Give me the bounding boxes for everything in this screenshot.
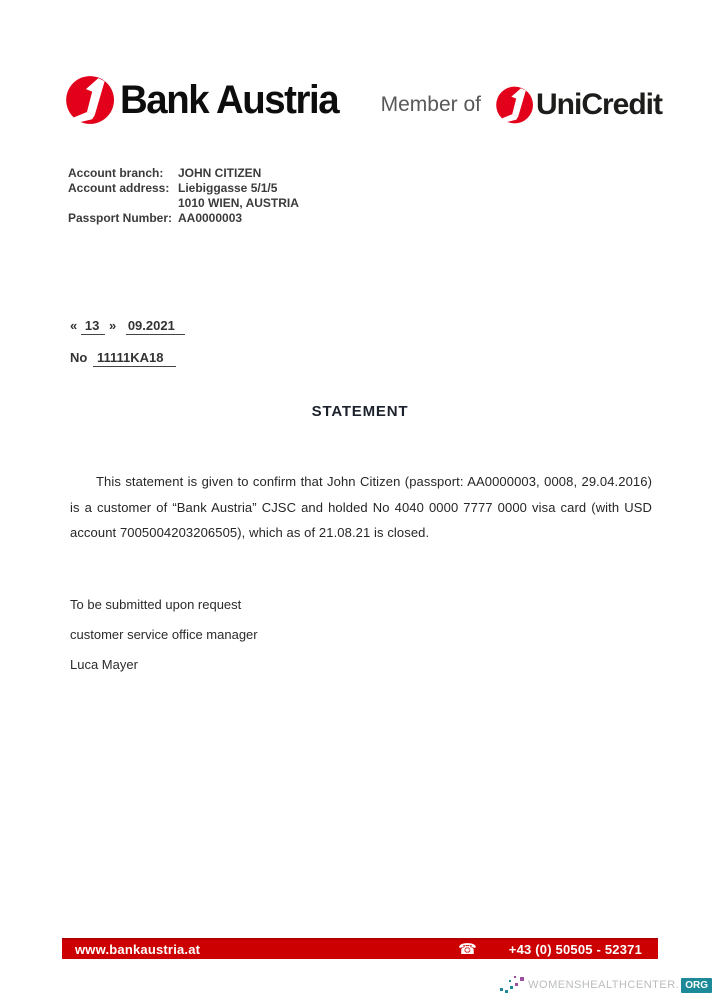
phone-number: +43 (0) 50505 - 52371 xyxy=(508,942,642,957)
account-row xyxy=(68,166,299,181)
statement-number xyxy=(70,350,176,365)
submission-note: To be submitted upon request xyxy=(70,597,242,612)
bank-austria-logo xyxy=(62,74,347,126)
site-watermark xyxy=(499,974,712,996)
statement-body: This statement is given to confirm that John Citizen (passport: AA0000003, 0008, 29.04.2016) is a customer of “Bank Austria” CJSC and holded No 4040 0000 7777 0000 visa card (with USD account 7005004203206505), which as of 21.08.21 is closed. xyxy=(70,474,652,540)
bank-austria-wordmark: Bank Austria xyxy=(120,77,339,122)
account-row xyxy=(68,196,299,211)
open-guillemet: « xyxy=(70,318,78,333)
statement-title: STATEMENT xyxy=(311,403,409,420)
account-address-label: Account address: xyxy=(68,181,170,195)
footer-contact xyxy=(458,942,658,957)
account-branch-label: Account branch: xyxy=(68,166,164,180)
account-row xyxy=(68,181,299,196)
account-info xyxy=(68,166,299,226)
watermark-dots-icon xyxy=(499,975,525,995)
account-branch-value: JOHN CITIZEN xyxy=(178,166,262,180)
passport-number-value: AA0000003 xyxy=(178,211,243,225)
account-address-value: Liebiggasse 5/1/5 xyxy=(178,181,278,195)
close-guillemet: » xyxy=(108,318,117,333)
passport-number-label: Passport Number: xyxy=(68,211,173,225)
account-row xyxy=(68,211,299,226)
unicredit-circle-icon xyxy=(62,74,114,126)
unicredit-circle-icon xyxy=(493,85,533,125)
watermark-tld-badge: ORG xyxy=(681,978,712,993)
signer-name: Luca Mayer xyxy=(70,657,138,672)
signer-role: customer service office manager xyxy=(70,627,258,642)
website-url: www.bankaustria.at xyxy=(75,942,201,957)
number-value: 11111KA18 xyxy=(93,350,176,367)
number-label: No xyxy=(70,350,88,365)
account-city-value: 1010 WIEN, AUSTRIA xyxy=(178,196,299,210)
unicredit-membership xyxy=(381,85,662,125)
unicredit-wordmark: UniCredit xyxy=(536,88,662,121)
statement-date xyxy=(70,318,185,333)
date-month-year: 09.2021 xyxy=(126,318,185,335)
account-address-label-2 xyxy=(68,196,178,211)
telephone-icon: ☎ xyxy=(458,941,477,958)
watermark-site-name: WOMENSHEALTHCENTER. xyxy=(528,979,680,991)
footer-bar xyxy=(62,938,658,959)
member-of-label: Member of xyxy=(380,93,481,116)
header xyxy=(62,72,662,130)
date-day: 13 xyxy=(81,318,105,335)
